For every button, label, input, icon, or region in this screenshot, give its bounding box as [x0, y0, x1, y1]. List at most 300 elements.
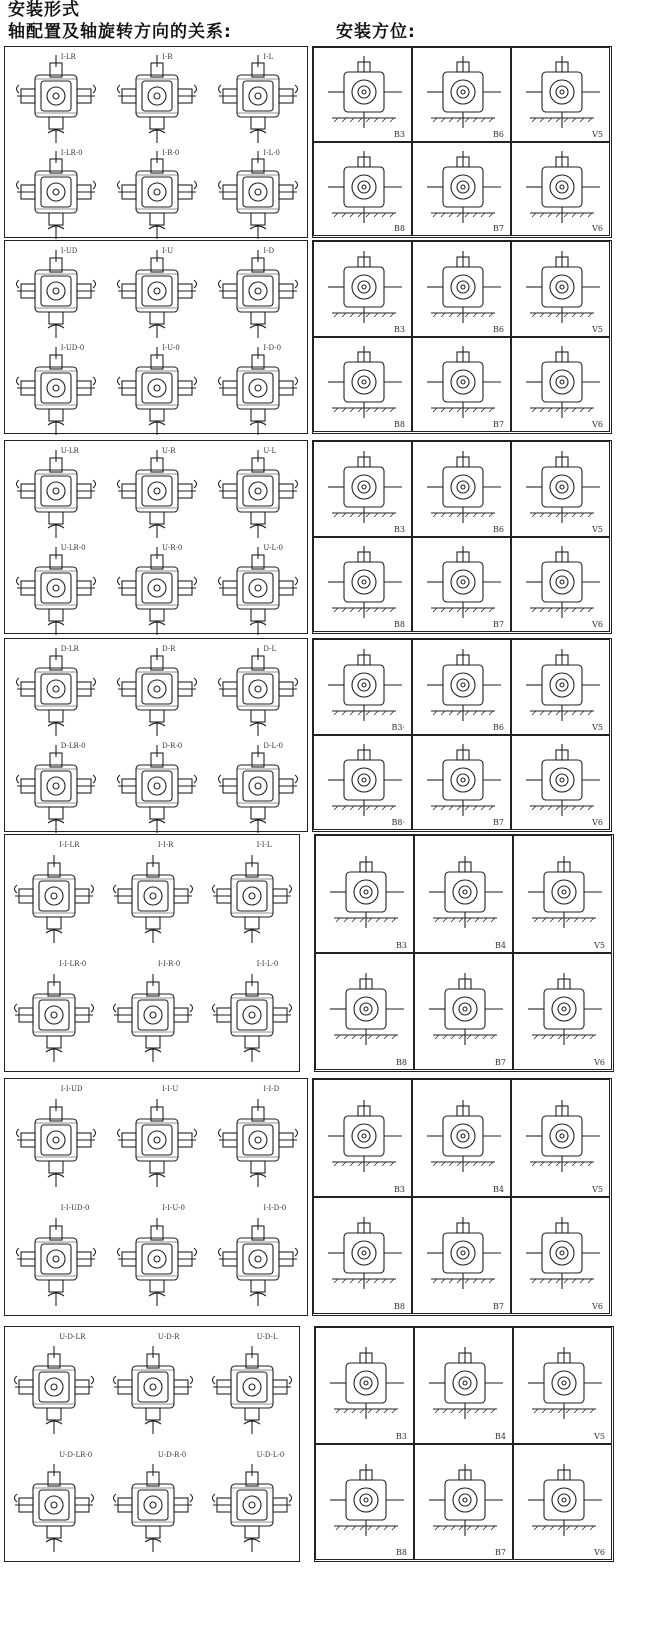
shaft-configuration-panel: [4, 240, 308, 434]
gearbox-drawing-icon: [13, 151, 99, 239]
mounting-drawing-icon: [314, 48, 414, 138]
mounting-position-label: V6: [592, 420, 603, 429]
mounting-figure: [512, 538, 612, 628]
mounting-position-label: B8: [394, 1302, 405, 1311]
mounting-position-label: V6: [594, 1058, 605, 1067]
gearbox-configuration-figure: [13, 450, 99, 538]
configuration-code-label: I-D-0: [263, 344, 282, 352]
gearbox-configuration-figure: [11, 1346, 97, 1434]
mounting-position-label: B8: [394, 224, 405, 233]
mounting-position-label: B6: [493, 324, 504, 334]
mounting-figure: [415, 1339, 515, 1429]
mounting-position-label: V6: [592, 1302, 603, 1311]
configuration-code-label: I-UD: [60, 247, 78, 255]
gearbox-drawing-icon: [13, 250, 99, 338]
mounting-position-label: V6: [592, 224, 603, 233]
mounting-figure: [314, 1209, 414, 1299]
gearbox-configuration-figure: [11, 1464, 97, 1552]
gearbox-configuration-figure: [215, 151, 301, 239]
mounting-figure: [514, 965, 614, 1055]
mounting-position-label: B3: [394, 1184, 405, 1194]
mounting-figure: [413, 443, 513, 533]
mounting-position-panel: [312, 440, 612, 634]
mounting-position-panel: [312, 46, 612, 238]
mounting-position-label: B3: [394, 524, 405, 534]
mounting-position-cell: [511, 142, 610, 237]
mounting-position-label: B7: [495, 1058, 506, 1067]
gearbox-drawing-icon: [215, 450, 301, 538]
mounting-position-cell: [511, 441, 610, 537]
configuration-code-label: I-LR-0: [60, 149, 83, 157]
mounting-position-cell: [412, 735, 511, 831]
mounting-drawing-icon: [413, 243, 513, 333]
mounting-position-cell: [412, 142, 511, 237]
gearbox-configuration-figure: [209, 1346, 295, 1434]
gearbox-configuration-figure: [13, 1218, 99, 1306]
configuration-code-label: U-D-LR: [59, 1333, 86, 1341]
shaft-configuration-panel: [4, 440, 308, 634]
gearbox-configuration-figure: [114, 450, 200, 538]
gearbox-configuration-figure: [215, 547, 301, 635]
mounting-position-cell: [412, 337, 511, 433]
mounting-position-label: B3: [394, 324, 405, 334]
mounting-drawing-icon: [314, 538, 414, 628]
mounting-position-label: B6: [493, 129, 504, 139]
gearbox-configuration-figure: [114, 648, 200, 736]
mounting-position-cell: [315, 953, 414, 1071]
mounting-drawing-icon: [512, 1209, 612, 1299]
mounting-position-label: B6: [493, 722, 504, 732]
mounting-figure: [413, 641, 513, 731]
mounting-drawing-icon: [413, 1092, 513, 1182]
mounting-figure: [314, 1092, 414, 1182]
mounting-figure: [413, 1092, 513, 1182]
configuration-code-label: D-R: [162, 645, 176, 653]
mounting-position-cell: [511, 1197, 610, 1315]
mounting-position-label: V5: [592, 524, 603, 534]
mounting-position-label: B8·: [391, 818, 405, 827]
mounting-figure: [413, 48, 513, 138]
mounting-position-label: V5: [594, 940, 605, 950]
mounting-figure: [415, 1456, 515, 1546]
configuration-code-label: D-L-0: [263, 742, 283, 750]
mounting-drawing-icon: [413, 1209, 513, 1299]
mounting-position-cell: [511, 537, 610, 633]
gearbox-drawing-icon: [215, 55, 301, 143]
configuration-code-label: I-D: [263, 247, 275, 255]
configuration-code-label: I-I-D: [263, 1085, 280, 1093]
mounting-position-panel: [314, 1326, 614, 1562]
mounting-position-cell: [513, 1444, 612, 1561]
mounting-position-cell: [511, 735, 610, 831]
mounting-position-cell: [315, 1444, 414, 1561]
mounting-position-label: V5: [592, 129, 603, 139]
configuration-code-label: I-U-0: [162, 344, 180, 352]
gearbox-drawing-icon: [215, 1099, 301, 1187]
configuration-code-label: U-D-R: [157, 1333, 180, 1341]
gearbox-drawing-icon: [114, 648, 200, 736]
mounting-figure: [314, 736, 414, 826]
configuration-code-label: D-LR-0: [60, 742, 86, 750]
gearbox-drawing-icon: [114, 1218, 200, 1306]
gearbox-drawing-icon: [114, 1099, 200, 1187]
gearbox-drawing-icon: [215, 151, 301, 239]
mounting-position-label: V5: [592, 722, 603, 732]
mounting-figure: [512, 443, 612, 533]
mounting-position-label: B8: [394, 620, 405, 629]
configuration-code-label: I-R-0: [162, 149, 180, 157]
mounting-drawing-icon: [314, 443, 414, 533]
gearbox-drawing-icon: [114, 745, 200, 833]
mounting-drawing-icon: [314, 1092, 414, 1182]
gearbox-drawing-icon: [114, 450, 200, 538]
gearbox-configuration-figure: [13, 648, 99, 736]
configuration-code-label: U-D-L-0: [256, 1451, 285, 1459]
gearbox-configuration-figure: [114, 55, 200, 143]
gearbox-configuration-figure: [215, 745, 301, 833]
gearbox-drawing-icon: [13, 347, 99, 435]
gearbox-drawing-icon: [114, 347, 200, 435]
gearbox-configuration-figure: [209, 974, 295, 1062]
shaft-configuration-panel: [4, 1078, 308, 1316]
mounting-position-label: B7: [493, 818, 504, 827]
mounting-drawing-icon: [314, 243, 414, 333]
gearbox-configuration-figure: [114, 745, 200, 833]
mounting-figure: [512, 641, 612, 731]
gearbox-configuration-figure: [114, 1099, 200, 1187]
mounting-drawing-icon: [415, 1456, 515, 1546]
gearbox-drawing-icon: [110, 1464, 196, 1552]
gearbox-drawing-icon: [215, 250, 301, 338]
mounting-figure: [314, 48, 414, 138]
configuration-code-label: I-I-U-0: [162, 1204, 185, 1212]
mounting-position-label: B7: [495, 1548, 506, 1557]
mounting-figure: [512, 338, 612, 428]
gearbox-configuration-figure: [215, 250, 301, 338]
configuration-code-label: I-R: [162, 53, 173, 61]
gearbox-configuration-figure: [215, 450, 301, 538]
configuration-code-label: U-L-0: [263, 544, 283, 552]
mounting-position-cell: [313, 142, 412, 237]
mounting-drawing-icon: [413, 443, 513, 533]
configuration-code-label: I-I-L-0: [256, 960, 279, 968]
gearbox-drawing-icon: [11, 855, 97, 943]
gearbox-drawing-icon: [11, 1464, 97, 1552]
mounting-position-cell: [414, 1444, 513, 1561]
mounting-figure: [413, 243, 513, 333]
gearbox-drawing-icon: [114, 547, 200, 635]
mounting-drawing-icon: [413, 48, 513, 138]
mounting-position-panel: [314, 834, 614, 1072]
mounting-drawing-icon: [512, 1092, 612, 1182]
mounting-position-label: V6: [592, 818, 603, 827]
mounting-figure: [413, 538, 513, 628]
mounting-drawing-icon: [413, 143, 513, 233]
configuration-code-label: D-R-0: [162, 742, 183, 750]
mounting-position-cell: [511, 639, 610, 735]
mounting-position-cell: [511, 337, 610, 433]
gearbox-configuration-figure: [13, 1099, 99, 1187]
mounting-position-label: B6: [493, 524, 504, 534]
configuration-code-label: U-R: [162, 447, 176, 455]
mounting-figure: [316, 848, 416, 938]
mounting-drawing-icon: [316, 1339, 416, 1429]
gearbox-drawing-icon: [215, 347, 301, 435]
gearbox-configuration-figure: [114, 151, 200, 239]
mounting-drawing-icon: [512, 443, 612, 533]
gearbox-drawing-icon: [11, 974, 97, 1062]
configuration-code-label: U-D-LR-0: [59, 1451, 93, 1459]
configuration-code-label: I-I-L: [256, 841, 272, 849]
mounting-figure: [314, 243, 414, 333]
mounting-position-cell: [414, 1327, 513, 1444]
mounting-figure: [413, 143, 513, 233]
mounting-drawing-icon: [512, 641, 612, 731]
mounting-position-cell: [511, 47, 610, 142]
mounting-drawing-icon: [512, 338, 612, 428]
mounting-drawing-icon: [512, 538, 612, 628]
mounting-position-cell: [315, 835, 414, 953]
mounting-figure: [316, 1456, 416, 1546]
configuration-code-label: D-L: [263, 645, 277, 653]
mounting-position-cell: [313, 639, 412, 735]
mounting-position-cell: [412, 1079, 511, 1197]
mounting-drawing-icon: [314, 641, 414, 731]
mounting-position-label: B7: [493, 420, 504, 429]
section-title-shaft-configuration: 轴配置及轴旋转方向的关系:: [8, 22, 232, 42]
mounting-figure: [314, 538, 414, 628]
shaft-configuration-panel: [4, 1326, 300, 1562]
gearbox-drawing-icon: [13, 55, 99, 143]
gearbox-drawing-icon: [110, 974, 196, 1062]
mounting-drawing-icon: [316, 1456, 416, 1546]
gearbox-drawing-icon: [110, 855, 196, 943]
mounting-position-label: B4: [495, 1431, 506, 1441]
mounting-figure: [314, 641, 414, 731]
mounting-position-label: V5: [594, 1431, 605, 1441]
gearbox-drawing-icon: [110, 1346, 196, 1434]
gearbox-drawing-icon: [209, 1464, 295, 1552]
mounting-position-cell: [412, 47, 511, 142]
mounting-position-cell: [412, 1197, 511, 1315]
mounting-position-cell: [414, 953, 513, 1071]
mounting-position-cell: [313, 241, 412, 337]
gearbox-configuration-figure: [114, 347, 200, 435]
mounting-figure: [512, 736, 612, 826]
gearbox-drawing-icon: [215, 648, 301, 736]
configuration-code-label: I-I-UD-0: [60, 1204, 90, 1212]
gearbox-configuration-figure: [215, 55, 301, 143]
configuration-code-label: U-R-0: [162, 544, 183, 552]
mounting-drawing-icon: [413, 338, 513, 428]
gearbox-configuration-figure: [209, 1464, 295, 1552]
gearbox-drawing-icon: [215, 745, 301, 833]
configuration-code-label: I-I-R-0: [157, 960, 181, 968]
gearbox-drawing-icon: [13, 1099, 99, 1187]
mounting-figure: [514, 1339, 614, 1429]
mounting-drawing-icon: [514, 848, 614, 938]
gearbox-drawing-icon: [13, 648, 99, 736]
mounting-position-cell: [313, 1079, 412, 1197]
mounting-position-cell: [313, 337, 412, 433]
mounting-position-cell: [511, 241, 610, 337]
gearbox-configuration-figure: [110, 1346, 196, 1434]
mounting-position-panel: [312, 240, 612, 434]
mounting-drawing-icon: [314, 338, 414, 428]
mounting-position-label: B3·: [391, 722, 405, 732]
gearbox-drawing-icon: [114, 55, 200, 143]
gearbox-configuration-figure: [114, 1218, 200, 1306]
mounting-position-cell: [313, 537, 412, 633]
configuration-code-label: D-LR: [60, 645, 79, 653]
configuration-code-label: U-D-R-0: [157, 1451, 187, 1459]
configuration-code-label: I-L-0: [263, 149, 280, 157]
mounting-drawing-icon: [314, 736, 414, 826]
mounting-drawing-icon: [514, 1339, 614, 1429]
mounting-position-label: V5: [592, 324, 603, 334]
gearbox-drawing-icon: [215, 1218, 301, 1306]
configuration-code-label: I-L: [263, 53, 274, 61]
mounting-drawing-icon: [512, 243, 612, 333]
mounting-drawing-icon: [413, 736, 513, 826]
mounting-drawing-icon: [415, 965, 515, 1055]
mounting-figure: [512, 48, 612, 138]
gearbox-drawing-icon: [13, 450, 99, 538]
mounting-position-cell: [513, 953, 612, 1071]
mounting-figure: [512, 143, 612, 233]
mounting-position-label: B8: [396, 1548, 407, 1557]
configuration-code-label: U-D-L: [256, 1333, 278, 1341]
configuration-code-label: I-LR: [60, 53, 76, 61]
mounting-figure: [316, 1339, 416, 1429]
gearbox-drawing-icon: [13, 547, 99, 635]
gearbox-drawing-icon: [114, 250, 200, 338]
mounting-position-cell: [412, 441, 511, 537]
configuration-code-label: I-I-R: [157, 841, 174, 849]
configuration-code-label: I-I-LR: [59, 841, 80, 849]
mounting-position-cell: [412, 639, 511, 735]
mounting-position-label: V6: [594, 1548, 605, 1557]
gearbox-drawing-icon: [209, 974, 295, 1062]
gearbox-configuration-figure: [215, 347, 301, 435]
gearbox-drawing-icon: [11, 1346, 97, 1434]
gearbox-configuration-figure: [110, 855, 196, 943]
gearbox-configuration-figure: [13, 250, 99, 338]
gearbox-configuration-figure: [11, 974, 97, 1062]
mounting-position-cell: [511, 1079, 610, 1197]
mounting-position-cell: [513, 835, 612, 953]
gearbox-drawing-icon: [209, 1346, 295, 1434]
mounting-position-cell: [412, 241, 511, 337]
mounting-figure: [314, 338, 414, 428]
mounting-figure: [512, 1209, 612, 1299]
page-title: 安装形式: [8, 0, 80, 20]
mounting-position-label: B7: [493, 620, 504, 629]
mounting-drawing-icon: [514, 965, 614, 1055]
mounting-position-label: B4: [495, 940, 506, 950]
mounting-position-cell: [313, 1197, 412, 1315]
mounting-position-label: B7: [493, 1302, 504, 1311]
mounting-figure: [413, 338, 513, 428]
mounting-figure: [316, 965, 416, 1055]
configuration-code-label: I-I-U: [162, 1085, 179, 1093]
mounting-figure: [314, 443, 414, 533]
gearbox-configuration-figure: [215, 1218, 301, 1306]
configuration-code-label: I-I-D-0: [263, 1204, 287, 1212]
mounting-drawing-icon: [415, 848, 515, 938]
mounting-position-cell: [315, 1327, 414, 1444]
gearbox-configuration-figure: [110, 974, 196, 1062]
gearbox-configuration-figure: [13, 547, 99, 635]
mounting-position-label: B7: [493, 224, 504, 233]
mounting-drawing-icon: [413, 538, 513, 628]
gearbox-configuration-figure: [13, 745, 99, 833]
mounting-position-cell: [313, 47, 412, 142]
mounting-figure: [512, 1092, 612, 1182]
mounting-position-cell: [513, 1327, 612, 1444]
gearbox-drawing-icon: [13, 745, 99, 833]
gearbox-configuration-figure: [13, 347, 99, 435]
mounting-position-cell: [412, 537, 511, 633]
shaft-configuration-panel: [4, 46, 308, 238]
mounting-drawing-icon: [316, 965, 416, 1055]
gearbox-configuration-figure: [209, 855, 295, 943]
section-title-mounting-position: 安装方位:: [336, 22, 416, 42]
mounting-position-label: B8: [396, 1058, 407, 1067]
mounting-position-label: B3: [394, 129, 405, 139]
shaft-configuration-panel: [4, 834, 300, 1072]
gearbox-drawing-icon: [13, 1218, 99, 1306]
gearbox-configuration-figure: [215, 1099, 301, 1187]
gearbox-drawing-icon: [114, 151, 200, 239]
mounting-figure: [512, 243, 612, 333]
mounting-figure: [413, 736, 513, 826]
configuration-code-label: U-LR: [60, 447, 79, 455]
configuration-code-label: I-UD-0: [60, 344, 85, 352]
gearbox-configuration-figure: [215, 648, 301, 736]
gearbox-drawing-icon: [215, 547, 301, 635]
mounting-figure: [415, 848, 515, 938]
gearbox-configuration-figure: [114, 250, 200, 338]
gearbox-configuration-figure: [13, 55, 99, 143]
mounting-position-label: V6: [592, 620, 603, 629]
mounting-position-panel: [312, 1078, 612, 1316]
mounting-drawing-icon: [415, 1339, 515, 1429]
mounting-position-cell: [414, 835, 513, 953]
mounting-position-label: B3: [396, 1431, 407, 1441]
mounting-figure: [514, 1456, 614, 1546]
gearbox-configuration-figure: [13, 151, 99, 239]
mounting-drawing-icon: [413, 641, 513, 731]
mounting-drawing-icon: [316, 848, 416, 938]
mounting-drawing-icon: [514, 1456, 614, 1546]
mounting-position-cell: [313, 441, 412, 537]
mounting-figure: [413, 1209, 513, 1299]
gearbox-configuration-figure: [11, 855, 97, 943]
gearbox-configuration-figure: [110, 1464, 196, 1552]
configuration-code-label: U-LR-0: [60, 544, 86, 552]
mounting-drawing-icon: [512, 143, 612, 233]
gearbox-drawing-icon: [209, 855, 295, 943]
mounting-position-panel: [312, 638, 612, 832]
mounting-figure: [514, 848, 614, 938]
mounting-figure: [314, 143, 414, 233]
mounting-position-label: B8: [394, 420, 405, 429]
configuration-code-label: I-U: [162, 247, 174, 255]
mounting-figure: [415, 965, 515, 1055]
shaft-configuration-panel: [4, 638, 308, 832]
mounting-drawing-icon: [314, 1209, 414, 1299]
